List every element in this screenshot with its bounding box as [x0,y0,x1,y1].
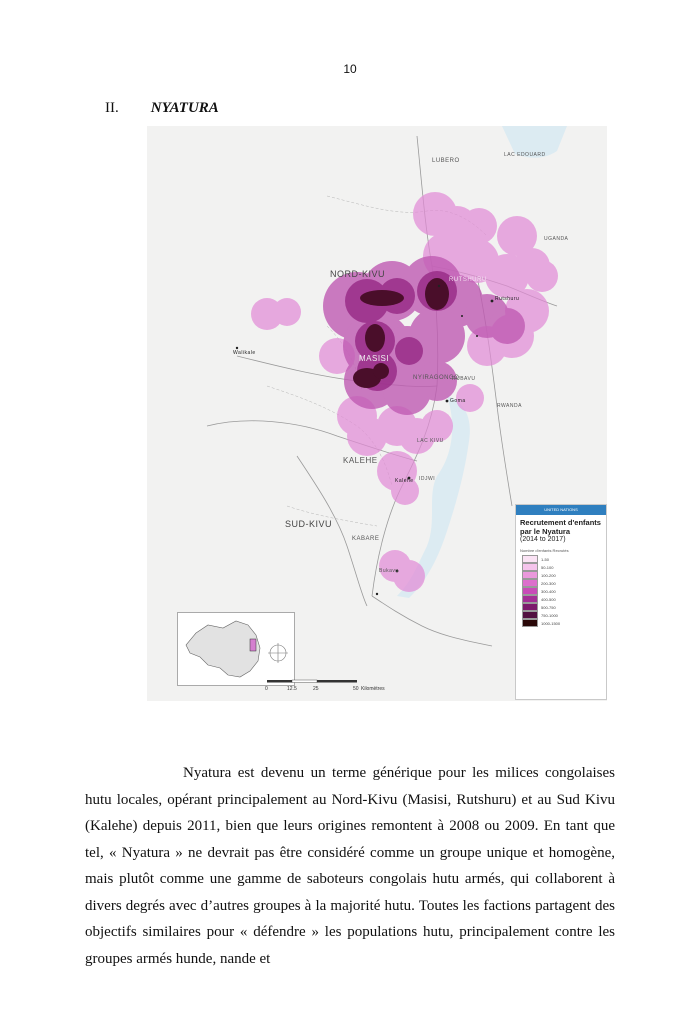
label-rubavu: RUBAVU [452,376,476,382]
scale-bar [265,678,385,692]
legend-class-row [516,603,606,611]
label-uganda: UGANDA [544,236,569,242]
scale-tick-2: 25 [313,686,319,692]
label-lubero: LUBERO [432,158,460,164]
legend-title: Recrutement d'enfants par le Nyatura [520,518,601,536]
label-sud-kivu: SUD-KIVU [285,519,333,529]
scale-tick-0: 0 [265,686,268,692]
label-lac-kivu: LAC KIVU [417,438,444,444]
legend-class-label: 500-750 [541,604,556,610]
legend-swatch [522,603,538,611]
label-kabare: KABARE [352,536,380,542]
legend-class-label: 100-200 [541,572,556,578]
scale-tick-3: 50 [353,686,359,692]
scale-unit: Kilomètres [361,686,385,692]
legend-class-row [516,555,606,563]
legend-class-label: 300-400 [541,588,556,594]
label-goma: Goma [450,398,466,404]
label-rwanda: RWANDA [497,403,522,409]
legend-swatch [522,555,538,563]
label-nyiragongo: NYIRAGONGO [413,375,460,381]
legend-swatch [522,595,538,603]
label-rutshuru: RUTSHURU [449,277,487,283]
legend-swatch [522,563,538,571]
label-lac-edouard: LAC EDOUARD [504,152,546,158]
legend-class-row [516,579,606,587]
legend-class-row [516,563,606,571]
legend-class-label: 1000-1500 [541,620,561,626]
legend-class-row [516,619,606,627]
inset-map [177,612,295,686]
legend-class-row [516,611,606,619]
legend-swatch [522,579,538,587]
label-nord-kivu: NORD-KIVU [330,269,386,279]
label-kalehe: KALEHE [343,456,378,465]
inset-map-drc-outline [178,613,294,685]
scale-bar-graphic [267,678,377,686]
map-figure [147,126,607,701]
map-legend [515,504,607,700]
legend-class-row [516,587,606,595]
label-kalehe-town: Kalehe [395,478,414,484]
legend-swatch [522,611,538,619]
label-walikale: Walikale [233,350,256,356]
legend-class-label: 200-300 [541,580,556,586]
section-numeral: II. [105,100,119,116]
body-paragraph: Nyatura est devenu un terme générique pour les milices congolaises hutu locales, opérant principalement au Nord-Kivu (Masisi, Rutshuru) et au Sud Kivu (Kalehe) depuis 2011, bien que leurs origines remontent à 2008 ou 2009. En tant que tel, « Nyatura » ne devrait pas être considéré comme un groupe unique et homogène, mais plutôt comme une gamme de saboteurs congolais hutu armés, qui collaborent à divers degrés avec d’autres groupes à la majorité hutu. Toutes les factions partagent des objectifs similaires pour « défendre » les populations hutu, principalement contre les groupes armés hunde, nande et [85,765,615,967]
body-text [85,760,615,972]
legend-swatches [516,555,606,627]
legend-period: (2014 to 2017) [520,536,566,543]
page-number: 10 [343,62,357,76]
legend-class-label: 750-1000 [541,612,558,618]
legend-scale-title: Nombre d'enfants Recrutés [520,548,569,553]
section-heading [105,100,219,117]
recruitment-heatmap [251,192,558,592]
section-title: NYATURA [150,100,219,116]
label-rutshuru-town: Rutshuru [495,296,520,302]
legend-class-label: 50-100 [541,564,554,570]
legend-org-band: UNITED NATIONS [516,505,606,515]
legend-class-label: 400-500 [541,596,556,602]
legend-swatch [522,587,538,595]
legend-swatch [522,571,538,579]
legend-class-row [516,595,606,603]
legend-class-label: 1-50 [541,556,550,562]
label-bukavu: Bukavu [379,568,399,574]
scale-tick-1: 12.5 [287,686,297,692]
label-masisi: MASISI [359,354,390,363]
label-idjwi: IDJWI [419,476,436,482]
legend-class-row [516,571,606,579]
legend-swatch [522,619,538,627]
